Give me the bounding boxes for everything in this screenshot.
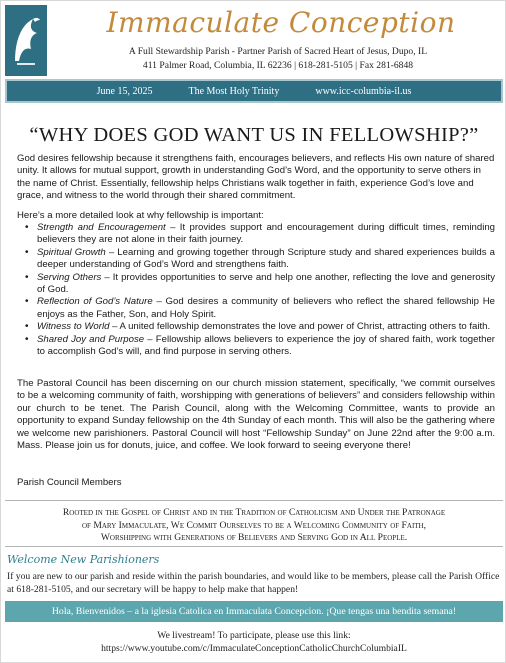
spanish-welcome-text: Hola, Bienvenidos – a la iglesia Catolica en Immaculata Concepcion. ¡Que tengas una bendita semana! [51,606,457,617]
article-signature: Parish Council Members [17,477,122,488]
point-text: – Learning and growing together through Scripture study and shared experiences builds a deeper understanding of God’s Word and strengthens faith. [37,246,495,271]
livestream-section [1,629,506,655]
parish-title: Immaculate Conception [106,6,456,39]
article-intro: God desires fellowship because it strengthens faith, encourages believers, and reflects His own nature of shared unity. It allows for mutual support, growth in understanding God’s Word, and the opportunity to serve others in the name of Christ. Essentially, fellowship helps Christians walk together in faith, experience God’s love and grace, and witness to the world through their shared commitment. [17,153,495,202]
parish-tagline: A Full Stewardship Parish - Partner Parish of Sacred Heart of Jesus, Dupo, IL [128,46,428,57]
list-item [37,272,495,297]
list-item [37,247,495,272]
point-term: Reflection of God’s Nature [37,296,153,308]
point-term: Spiritual Growth [37,246,106,258]
point-text: – It provides support and encouragement during difficult times, reminding believers they are not alone in their faith journey. [37,222,496,246]
feast-name: The Most Holy Trinity [188,85,280,97]
point-text: – It provides opportunities to serve and help one another, reflecting the love and generosity of God. [37,271,495,296]
article-headline: “WHY DOES GOD WANT US IN FELLOWSHIP?” [29,124,479,146]
parish-logo [5,5,47,76]
point-term: Witness to World [37,321,110,333]
list-item [37,334,495,359]
website-link[interactable]: www.icc-columbia-il.us [315,85,412,97]
parish-address: 411 Palmer Road, Columbia, IL 62236 | 618-281-5105 | Fax 281-6848 [142,60,414,71]
point-text: – God desires a community of believers who reflect the shared fellowship He enjoys as the Father, Son, and Holy Spirit. [37,296,495,320]
mission-line: of Mary Immaculate, We Commit Ourselves to be a Welcoming Community of Faith, [81,519,427,531]
point-text: – A united fellowship demonstrates the love and power of Christ, attracting others to faith. [109,321,491,333]
mission-line: Worshipping with Generations of Believers and Serving God in All People. [100,532,408,544]
point-term: Serving Others [37,271,102,283]
livestream-link[interactable]: https://www.youtube.com/c/ImmaculateConceptionCatholicChurchColumbiaIL [101,643,407,654]
fellowship-points-list [17,222,495,358]
info-bar [5,79,503,103]
bulletin-date: June 15, 2025 [96,85,153,97]
article-lead: Here’s a more detailed look at why fellowship is important: [17,210,264,221]
list-item [37,321,495,333]
welcome-heading: Welcome New Parishioners [7,553,160,566]
spanish-welcome-bar [5,601,503,622]
list-item [37,296,495,321]
dove-icon [9,11,43,71]
point-text: – Fellowship allows believers to experience the joy of shared faith, work together to accomplish God’s will, and find purpose in serving others. [37,333,495,358]
list-item [37,222,495,247]
point-term: Shared Joy and Purpose [37,333,145,345]
council-paragraph: The Pastoral Council has been discerning on our church mission statement, specifically, “we commit ourselves to be a welcoming community of faith, worshipping with generations of believers” and considers fellowship within our church to be tenet. The Parish Council, along with the Welcoming Committee, wants to provide an opportunity to expand Sunday fellowship on the 4th Sunday of each month. This will also be the gathering where we welcome new parishioners. Pastoral Council will host “Fellowship Sunday” on June 22nd after the 9:00 a.m. Mass. Please join us for donuts, juice, and coffee. We look forward to seeing everyone there! [17,378,495,452]
point-term: Strength and Encouragement [37,222,166,233]
mission-statement [5,500,503,547]
welcome-text: If you are new to our parish and reside within the parish boundaries, and would like to be members, please call the Parish Office at 618-281-5105, and our secretary will be happy to help make that happen! [7,571,500,595]
livestream-text: We livestream! To participate, please use this link: [157,630,351,641]
mission-line: Rooted in the Gospel of Christ and in the Tradition of Catholicism and Under the Patronage [62,507,446,518]
